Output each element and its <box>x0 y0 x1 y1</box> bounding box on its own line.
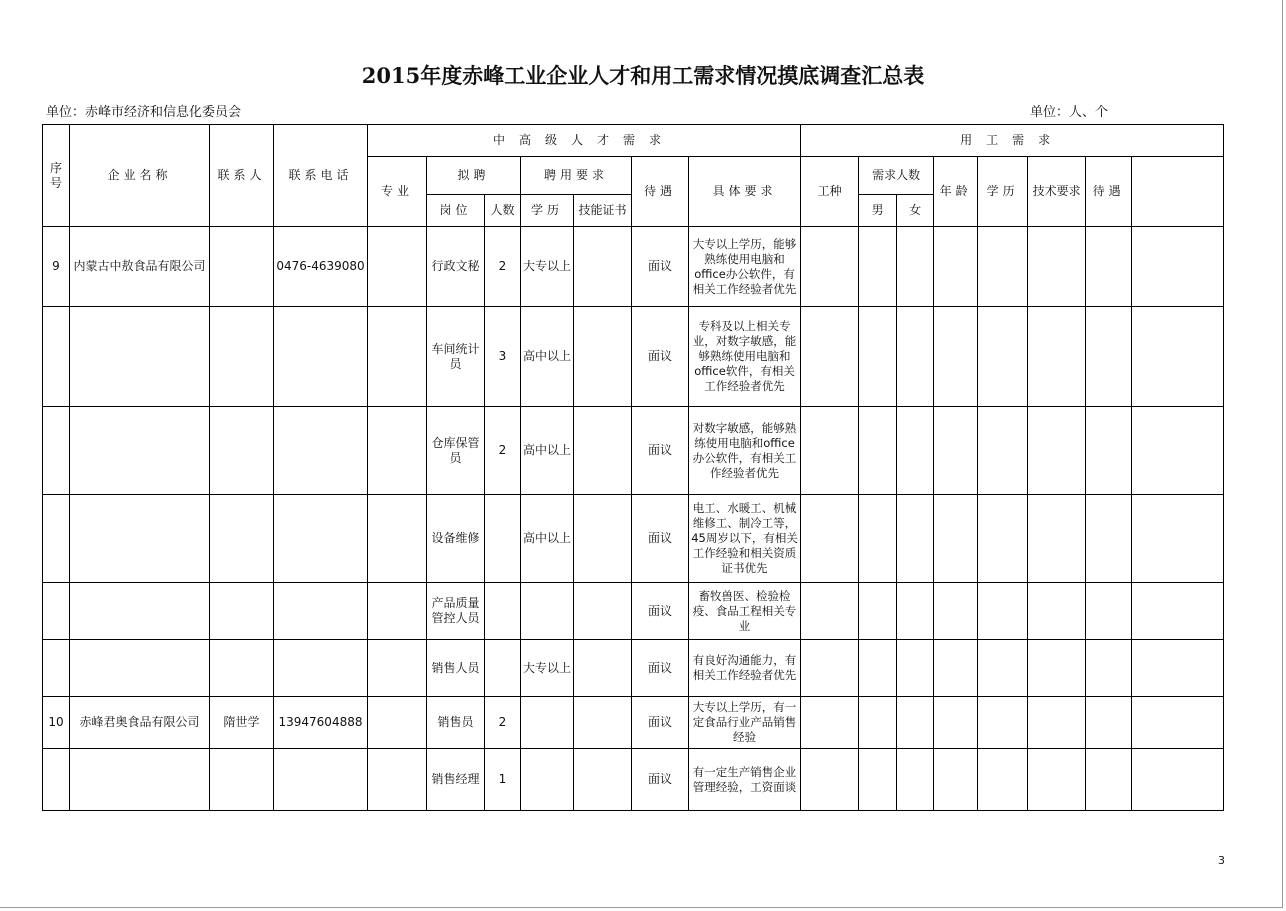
age-cell <box>934 640 978 697</box>
labor-education-cell <box>978 407 1028 495</box>
male-cell <box>859 640 897 697</box>
header-recruit: 拟聘 <box>427 157 521 195</box>
cert-cell <box>574 227 632 307</box>
tech-req-cell <box>1028 697 1086 749</box>
labor-education-cell <box>978 227 1028 307</box>
company-cell: 内蒙古中敖食品有限公司 <box>70 227 210 307</box>
header-demand-count: 需求人数 <box>859 157 934 195</box>
contact-cell <box>210 407 274 495</box>
treatment-cell: 面议 <box>632 697 689 749</box>
tech-req-cell <box>1028 307 1086 407</box>
major-cell <box>368 697 427 749</box>
remarks-cell <box>1132 495 1224 583</box>
table-body <box>43 227 1224 811</box>
position-cell: 产品质量管控人员 <box>427 583 485 640</box>
page-number: 3 <box>1218 854 1225 867</box>
company-cell <box>70 307 210 407</box>
job-type-cell <box>801 640 859 697</box>
contact-cell <box>210 749 274 811</box>
phone-cell <box>274 407 368 495</box>
header-contact: 联系人 <box>210 125 274 227</box>
male-cell <box>859 227 897 307</box>
reporting-unit: 单位：赤峰市经济和信息化委员会 <box>46 105 242 120</box>
company-cell <box>70 640 210 697</box>
seq-cell: 10 <box>43 697 70 749</box>
company-cell <box>70 583 210 640</box>
job-type-cell <box>801 227 859 307</box>
female-cell <box>897 307 934 407</box>
treatment-cell: 面议 <box>632 227 689 307</box>
education-cell: 大专以上 <box>521 227 574 307</box>
remarks-cell <box>1132 749 1224 811</box>
contact-cell <box>210 495 274 583</box>
cert-cell <box>574 583 632 640</box>
remarks-cell <box>1132 697 1224 749</box>
contact-cell <box>210 307 274 407</box>
cert-cell <box>574 307 632 407</box>
age-cell <box>934 227 978 307</box>
female-cell <box>897 227 934 307</box>
header-talent-group: 中高级人才需求 <box>368 125 801 157</box>
labor-treatment-cell <box>1086 407 1132 495</box>
labor-treatment-cell <box>1086 495 1132 583</box>
header-major: 专业 <box>368 157 427 227</box>
labor-treatment-cell <box>1086 749 1132 811</box>
labor-education-cell <box>978 697 1028 749</box>
male-cell <box>859 749 897 811</box>
contact-cell <box>210 640 274 697</box>
table-row <box>43 697 1224 749</box>
education-cell <box>521 697 574 749</box>
header-education: 学历 <box>521 195 574 227</box>
count-cell: 2 <box>485 407 521 495</box>
cert-cell <box>574 407 632 495</box>
seq-cell <box>43 495 70 583</box>
cert-cell <box>574 697 632 749</box>
header-treatment: 待遇 <box>632 157 689 227</box>
position-cell: 销售经理 <box>427 749 485 811</box>
phone-cell: 13947604888 <box>274 697 368 749</box>
labor-treatment-cell <box>1086 640 1132 697</box>
male-cell <box>859 495 897 583</box>
treatment-cell: 面议 <box>632 583 689 640</box>
position-cell: 销售员 <box>427 697 485 749</box>
phone-cell <box>274 640 368 697</box>
company-cell <box>70 407 210 495</box>
female-cell <box>897 749 934 811</box>
position-cell: 行政文秘 <box>427 227 485 307</box>
phone-cell <box>274 583 368 640</box>
contact-cell <box>210 583 274 640</box>
position-cell: 车间统计员 <box>427 307 485 407</box>
male-cell <box>859 307 897 407</box>
company-cell <box>70 749 210 811</box>
count-cell <box>485 640 521 697</box>
page-title: 2015年度赤峰工业企业人才和用工需求情况摸底调查汇总表 <box>361 63 925 88</box>
requirement-cell: 有一定生产销售企业管理经验，工资面谈 <box>689 749 801 811</box>
female-cell <box>897 640 934 697</box>
major-cell <box>368 583 427 640</box>
requirement-cell: 有良好沟通能力，有相关工作经验者优先 <box>689 640 801 697</box>
job-type-cell <box>801 697 859 749</box>
count-cell <box>485 583 521 640</box>
position-cell: 销售人员 <box>427 640 485 697</box>
phone-cell: 0476-4639080 <box>274 227 368 307</box>
header-seq: 序号 <box>43 125 70 227</box>
age-cell <box>934 697 978 749</box>
male-cell <box>859 407 897 495</box>
labor-education-cell <box>978 749 1028 811</box>
remarks-cell <box>1132 227 1224 307</box>
company-cell: 赤峰君奥食品有限公司 <box>70 697 210 749</box>
header-position: 岗位 <box>427 195 485 227</box>
job-type-cell <box>801 495 859 583</box>
requirement-cell: 专科及以上相关专业，对数字敏感，能够熟练使用电脑和office软件，有相关工作经验者优先 <box>689 307 801 407</box>
labor-treatment-cell <box>1086 307 1132 407</box>
major-cell <box>368 749 427 811</box>
company-cell <box>70 495 210 583</box>
requirement-cell: 对数字敏感，能够熟练使用电脑和office办公软件，有相关工作经验者优先 <box>689 407 801 495</box>
major-cell <box>368 640 427 697</box>
education-cell: 高中以上 <box>521 307 574 407</box>
education-cell: 大专以上 <box>521 640 574 697</box>
major-cell <box>368 495 427 583</box>
header-specific: 具体要求 <box>689 157 801 227</box>
cert-cell <box>574 495 632 583</box>
count-cell: 3 <box>485 307 521 407</box>
table-row <box>43 307 1224 407</box>
age-cell <box>934 583 978 640</box>
remarks-cell <box>1132 640 1224 697</box>
position-cell: 仓库保管员 <box>427 407 485 495</box>
treatment-cell: 面议 <box>632 307 689 407</box>
header-labor-treatment: 待遇 <box>1086 157 1132 227</box>
treatment-cell: 面议 <box>632 407 689 495</box>
remarks-cell <box>1132 583 1224 640</box>
male-cell <box>859 697 897 749</box>
phone-cell <box>274 495 368 583</box>
male-cell <box>859 583 897 640</box>
age-cell <box>934 407 978 495</box>
remarks-cell <box>1132 307 1224 407</box>
job-type-cell <box>801 583 859 640</box>
table-row <box>43 495 1224 583</box>
treatment-cell: 面议 <box>632 749 689 811</box>
header-labor-education: 学历 <box>978 157 1028 227</box>
labor-education-cell <box>978 583 1028 640</box>
header-phone: 联系电话 <box>274 125 368 227</box>
age-cell <box>934 495 978 583</box>
tech-req-cell <box>1028 495 1086 583</box>
header-hire-req: 聘用要求 <box>521 157 632 195</box>
labor-treatment-cell <box>1086 697 1132 749</box>
count-cell: 2 <box>485 227 521 307</box>
labor-education-cell <box>978 307 1028 407</box>
table-row <box>43 583 1224 640</box>
header-tech-req: 技术要求 <box>1028 157 1086 227</box>
tech-req-cell <box>1028 227 1086 307</box>
job-type-cell <box>801 749 859 811</box>
education-cell: 高中以上 <box>521 495 574 583</box>
tech-req-cell <box>1028 583 1086 640</box>
age-cell <box>934 749 978 811</box>
requirement-cell: 大专以上学历，能够熟练使用电脑和office办公软件，有相关工作经验者优先 <box>689 227 801 307</box>
education-cell <box>521 749 574 811</box>
job-type-cell <box>801 407 859 495</box>
table-row <box>43 407 1224 495</box>
seq-cell <box>43 583 70 640</box>
header-count: 人数 <box>485 195 521 227</box>
tech-req-cell <box>1028 407 1086 495</box>
seq-cell <box>43 407 70 495</box>
measure-unit: 单位：人、个 <box>1030 105 1109 120</box>
education-cell: 高中以上 <box>521 407 574 495</box>
female-cell <box>897 697 934 749</box>
table-row <box>43 227 1224 307</box>
major-cell <box>368 227 427 307</box>
treatment-cell: 面议 <box>632 640 689 697</box>
requirement-cell: 畜牧兽医、检验检疫、食品工程相关专业 <box>689 583 801 640</box>
contact-cell <box>210 227 274 307</box>
female-cell <box>897 407 934 495</box>
header-job-type: 工种 <box>801 157 859 227</box>
labor-education-cell <box>978 640 1028 697</box>
phone-cell <box>274 749 368 811</box>
seq-cell <box>43 749 70 811</box>
contact-cell: 隋世学 <box>210 697 274 749</box>
female-cell <box>897 583 934 640</box>
count-cell: 1 <box>485 749 521 811</box>
table-row <box>43 640 1224 697</box>
labor-treatment-cell <box>1086 583 1132 640</box>
seq-cell: 9 <box>43 227 70 307</box>
requirement-cell: 电工、水暖工、机械维修工、制冷工等，45周岁以下，有相关工作经验和相关资质证书优先 <box>689 495 801 583</box>
tech-req-cell <box>1028 749 1086 811</box>
header-age: 年龄 <box>934 157 978 227</box>
survey-table <box>42 124 1224 811</box>
treatment-cell: 面议 <box>632 495 689 583</box>
position-cell: 设备维修 <box>427 495 485 583</box>
labor-treatment-cell <box>1086 227 1132 307</box>
header-labor-group: 用工需求 <box>801 125 1224 157</box>
tech-req-cell <box>1028 640 1086 697</box>
labor-education-cell <box>978 495 1028 583</box>
education-cell <box>521 583 574 640</box>
header-female: 女 <box>897 195 934 227</box>
age-cell <box>934 307 978 407</box>
requirement-cell: 大专以上学历，有一定食品行业产品销售经验 <box>689 697 801 749</box>
cert-cell <box>574 640 632 697</box>
header-company: 企业名称 <box>70 125 210 227</box>
remarks-cell <box>1132 407 1224 495</box>
header-cert: 技能证书 <box>574 195 632 227</box>
major-cell <box>368 307 427 407</box>
seq-cell <box>43 307 70 407</box>
major-cell <box>368 407 427 495</box>
phone-cell <box>274 307 368 407</box>
job-type-cell <box>801 307 859 407</box>
header-male: 男 <box>859 195 897 227</box>
table-row <box>43 749 1224 811</box>
seq-cell <box>43 640 70 697</box>
cert-cell <box>574 749 632 811</box>
count-cell: 2 <box>485 697 521 749</box>
female-cell <box>897 495 934 583</box>
count-cell <box>485 495 521 583</box>
